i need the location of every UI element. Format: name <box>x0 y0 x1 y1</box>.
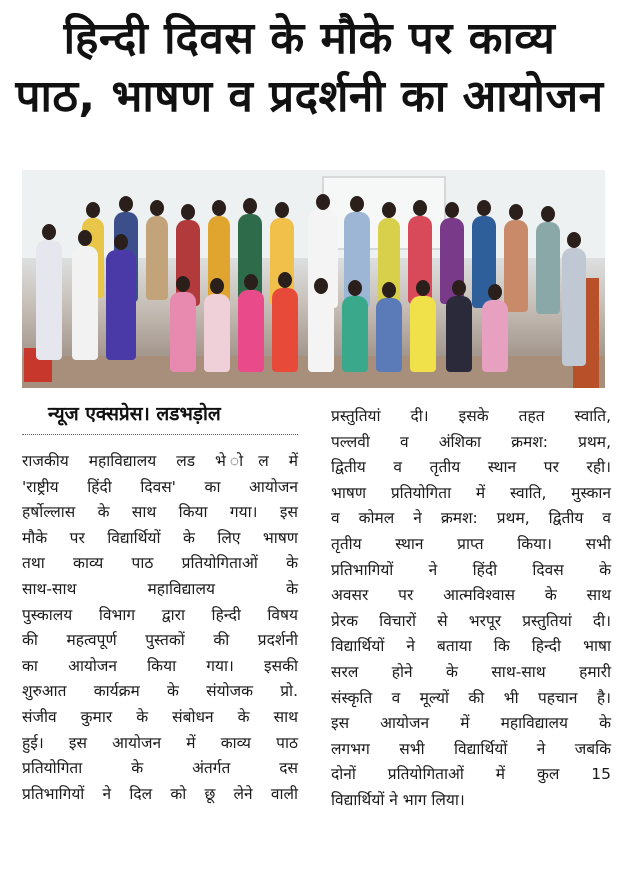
text-line: हुई। इस आयोजन में काव्य पाठ <box>22 733 298 752</box>
text-line: सरल होने के साथ-साथ हमारी <box>331 662 611 681</box>
person <box>410 296 436 372</box>
person <box>204 294 230 372</box>
text-line: तृतीय स्थान प्राप्त किया। सभी <box>331 534 611 553</box>
text-line: प्रेरक विचारों से भरपूर प्रस्तुतियां दी। <box>331 611 611 630</box>
text-line: संजीव कुमार के संबोधन के साथ <box>22 707 298 726</box>
article-column-right <box>331 404 611 814</box>
text-line: संस्कृति व मूल्यों की भी पहचान है। <box>331 688 611 707</box>
text-line: इस आयोजन में महाविद्यालय के <box>331 714 611 733</box>
person <box>482 300 508 372</box>
person <box>376 298 402 372</box>
right-column-text <box>331 404 611 814</box>
person <box>170 292 196 372</box>
text-line: प्रस्तुतियां दी। इसके तहत स्वाति, <box>331 407 611 425</box>
text-line: तथा काव्य पाठ प्रतियोगिताओं के <box>22 554 298 573</box>
person <box>308 294 334 372</box>
text-line: भाषण प्रतियोगिता में स्वाति, मुस्कान <box>331 483 611 502</box>
text-line: विद्यार्थियों ने बताया कि हिन्दी भाषा <box>331 637 611 656</box>
person <box>562 248 586 366</box>
person <box>36 240 62 360</box>
person <box>272 288 298 372</box>
person <box>146 216 168 300</box>
text-line: का आयोजन किया गया। इसकी <box>22 656 298 675</box>
text-line: दोनों प्रतियोगिताओं में कुल 15 <box>331 765 611 784</box>
headline-line-1: हिन्दी दिवस के मौके पर काव्य <box>63 13 556 64</box>
text-line: मौके पर विद्यार्थियों के लिए भाषण <box>22 528 298 547</box>
text-line: हर्षोल्लास के साथ किया गया। इस <box>22 503 298 522</box>
left-column-text <box>22 449 298 807</box>
text-line: प्रतिभागियों ने हिंदी दिवस के <box>331 560 611 579</box>
text-line: विद्यार्थियों ने भाग लिया। <box>331 790 465 809</box>
text-line: व कोमल ने क्रमश: प्रथम, द्वितीय व <box>331 509 611 528</box>
text-line: पल्लवी व अंशिका क्रमश: प्रथम, <box>331 432 611 451</box>
text-line: शुरुआत कार्यक्रम के संयोजक प्रो. <box>22 682 298 701</box>
headline <box>0 10 619 126</box>
text-line: लगभग सभी विद्यार्थियों ने जबकि <box>331 739 611 758</box>
text-line: द्वितीय व तृतीय स्थान पर रही। <box>331 458 611 477</box>
person <box>504 220 528 312</box>
headline-line-2: पाठ, भाषण व प्रदर्शनी का आयोजन <box>15 71 604 122</box>
person <box>106 250 136 360</box>
text-line: 'राष्ट्रीय हिंदी दिवस' का आयोजन <box>22 477 298 496</box>
text-line: प्रतिभागियों ने दिल को छू लेने वाली <box>22 784 298 803</box>
text-line: राजकीय महाविद्यालय लड भे ोल में <box>22 452 298 470</box>
person <box>238 290 264 372</box>
text-line: की महत्वपूर्ण पुस्तकों की प्रदर्शनी <box>22 631 298 650</box>
person <box>536 222 560 314</box>
text-line: साथ-साथ महाविद्यालय के <box>22 579 298 598</box>
group-photo <box>22 170 605 388</box>
article-column-left <box>22 400 298 807</box>
text-line: अवसर पर आत्मविश्वास के साथ <box>331 586 611 605</box>
text-line: प्रतियोगिता के अंतर्गत दस <box>22 759 298 778</box>
text-line: पुस्कालय विभाग द्वारा हिन्दी विषय <box>22 605 298 624</box>
byline: न्यूज एक्सप्रेस। लडभड़ोल <box>22 400 298 435</box>
person <box>72 246 98 360</box>
person <box>446 296 472 372</box>
person <box>342 296 368 372</box>
